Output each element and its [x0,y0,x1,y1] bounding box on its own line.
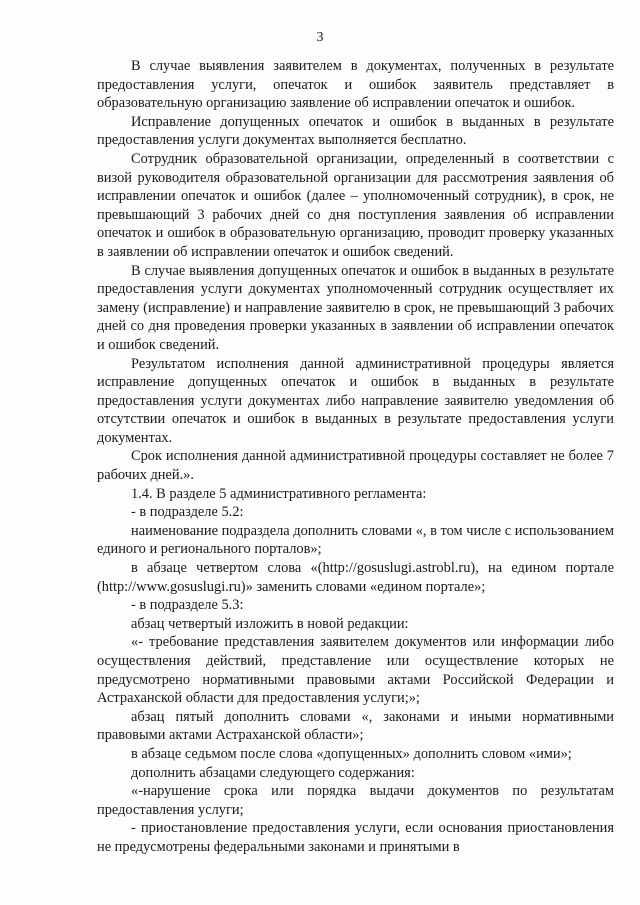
document-body [97,57,614,857]
paragraph: в абзаце седьмом после слова «допущенных» дополнить словом «ими»; [131,745,572,762]
paragraph: - в подразделе 5.2: [131,504,244,521]
paragraph: Исправление допущенных опечаток и ошибок в выданных в результате предоставления услуги документах выполняется бесплатно. [97,113,614,149]
paragraph: абзац четвертый изложить в новой редакции: [131,615,409,632]
paragraph: Срок исполнения данной административной процедуры составляет не более 7 рабочих дней.». [97,448,614,484]
paragraph: Результатом исполнения данной административной процедуры является исправление допущенных опечаток и ошибок в выданных в результате предоставления услуги документах либо направление заявителю уведомления об отсутствии опечаток и ошибок в выданных в результате предоставления услуги документах. [97,355,614,446]
page-number: 3 [316,30,324,45]
paragraph: В случае выявления заявителем в документах, полученных в результате предоставления услуги, опечаток и ошибок заявитель представляет в образовательную организацию заявление об исправлении опечаток и ошибок. [97,58,614,112]
paragraph: В случае выявления допущенных опечаток и ошибок в выданных в результате предоставления услуги документах уполномоченный сотрудник осуществляет их замену (исправление) и направление заявителю в срок, не превышающий 3 рабочих дней со дня проведения проверки указанных в заявлении об исправлении опечаток и ошибок сведений. [97,262,614,353]
paragraph: - приостановление предоставления услуги, если основания приостановления не предусмотрены федеральными законами и принятыми в [97,820,614,855]
paragraph: абзац пятый дополнить словами «, законами и иными нормативными правовыми актами Астраханской области»; [97,708,614,744]
paragraph: Сотрудник образовательной организации, определенный в соответствии с визой руководителя образовательной организации для рассмотрения заявления об исправлении опечаток и ошибок (далее – уполномоченный сотрудник), в срок, не превышающий 3 рабочих дней со дня поступления заявления об исправлении опечаток и ошибок в образовательную организацию, проводит проверку указанных в заявлении об исправлении опечаток и ошибок сведений. [97,150,614,260]
paragraph: наименование подраздела дополнить словами «, в том числе с использованием единого и регионального порталов»; [97,522,614,558]
paragraph: 1.4. В разделе 5 административного регламента: [131,485,427,502]
paragraph: «-нарушение срока или порядка выдачи документов по результатам предоставления услуги; [97,783,614,818]
paragraph: - в подразделе 5.3: [131,597,244,614]
paragraph: в абзаце четвертом слова «(http://gosuslugi.astrobl.ru), на едином портале (http://www.gosuslugi.ru)» заменить словами «едином портале»; [97,560,614,595]
paragraph: «- требование представления заявителем документов или информации либо осуществления действий, представление или осуществление которых не предусмотрено нормативными правовыми актами Российской Федерации и Астраханской области для предоставления услуги;»; [97,634,614,707]
paragraph: дополнить абзацами следующего содержания: [131,764,415,781]
